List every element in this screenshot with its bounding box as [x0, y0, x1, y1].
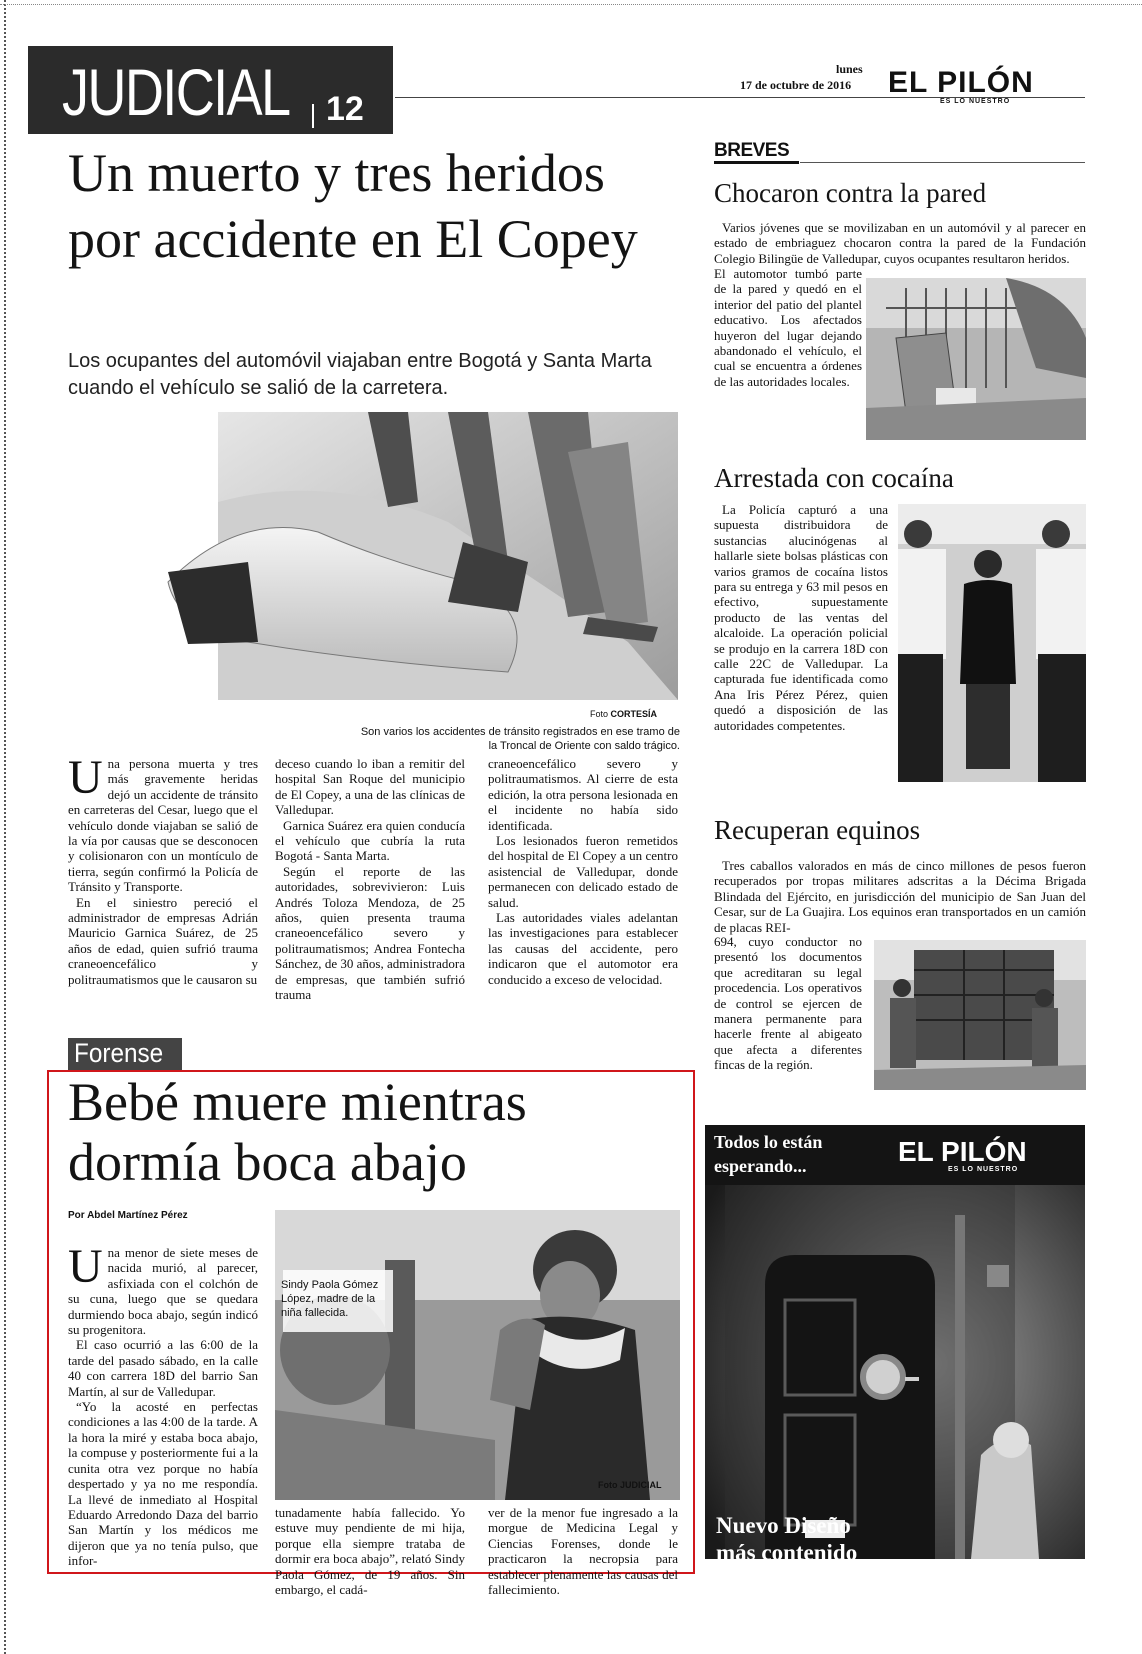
forense-tag-label: Forense: [74, 1038, 164, 1068]
arrest-photo: [898, 504, 1086, 782]
drop-cap: U: [68, 1240, 103, 1293]
paragraph: 694, cuyo conductor no presentó los documentos que acreditaran su legal procedencia. Los operativos de control se ejercen de manera permanente para hacerle frente al abigeato que afecta a diferentes fincas de la región.: [714, 934, 862, 1073]
paragraph: Varios jóvenes que se movilizaban en un automóvil y al parecer en estado de embriaguez chocaron contra la pared de la Fundación Colegio Bilingüe de Valledupar, cuyos ocupantes resultaron heridos.: [714, 220, 1086, 266]
paragraph: El caso ocurrió a las 6:00 de la tarde del pasado sábado, en la calle 40 con carrera 18D del barrio San Martín, al sur de Valledupar.: [68, 1337, 258, 1399]
paragraph: na persona muerta y tres más gravemente heridas dejó un accidente de tránsito en carreteras del Cesar, luego que el vehículo donde viajaban se salió de la vía por causas que se desconocen y colisionaron con un montículo de tierra, según confirmó la Policía de Tránsito y Transporte.: [68, 756, 258, 895]
page-number: 12: [326, 90, 364, 128]
ad-slogan-line-2: más contenido: [716, 1540, 858, 1565]
main-subheadline: Los ocupantes del automóvil viajaban entre Bogotá y Santa Marta cuando el vehículo se salió de la carretera.: [68, 350, 652, 399]
main-story-column-1: [68, 751, 258, 987]
second-headline: Bebé muere mientras dormía boca abajo: [68, 1072, 527, 1192]
main-story-column-3: [488, 756, 678, 987]
paragraph: craneoencefálico severo y politraumatismos. Al cierre de esta edición, la otra persona lesionada en el incidente no había sido identificada.: [488, 756, 678, 833]
cut-edge-top: [0, 4, 1142, 5]
paragraph: deceso cuando lo iban a remitir del hospital San Roque del municipio de El Copey, a una de las clínicas de Valledupar.: [275, 756, 465, 818]
paragraph: Según el reporte de las autoridades, sobrevivieron: Luis Andrés Toloza Mendoza, de 25 años, quien presenta trauma craneoencefálico severo y politraumatismos; Andrea Fontecha Sánchez, de 30 años, administradora de empresas, que también sufrió trauma: [275, 863, 465, 1003]
brief-3-title: Recuperan equinos: [714, 815, 921, 845]
mother-photo-credit: Foto JUDICIAL: [598, 1480, 662, 1490]
paragraph: El automotor tumbó parte de la pared y quedó en el interior del patio del plantel educativo. Los afectados huyeron del lugar dejando abandonado el vehículo, el cual se encuentra a órdenes de las autoridades locales.: [714, 266, 862, 389]
briefs-rule: [800, 162, 1085, 163]
paragraph: “Yo la acosté en perfectas condiciones a las 4:00 de la tarde. A la hora la miré y estaba boca abajo, la compuse y posteriormente fui a la cunita otra vez porque no había despertado y ya no me respondía. La llevé de inmediato al Hospital Eduardo Arredondo Daza del barrio San Martín y los médicos me dijeron que ya no tenía pulso, que infor-: [68, 1399, 258, 1569]
second-story-column-3: [488, 1505, 678, 1597]
paragraph: En el siniestro pereció el administrador de empresas Adrián Mauricio Garnica Suárez, de 25 años de edad, quien sufrió trauma craneoencefálico y politraumatismos que le causaron su: [68, 894, 258, 987]
ad-headline-line-2: esperando...: [714, 1156, 807, 1176]
page-separator: [312, 104, 314, 128]
brief-2-title: Arrestada con cocaína: [714, 463, 954, 493]
brief-3-body: [714, 858, 1086, 935]
paragraph: tunadamente había fallecido. Yo estuve muy pendiente de mi hija, porque ella siempre trataba de dormir era boca abajo”, relató Sindy Paola Gómez, de 19 años. Sin embargo, el cadá-: [275, 1505, 465, 1598]
paragraph: na menor de siete meses de nacida murió, al parecer, asfixiada con el colchón de su cuna, luego que se quedara durmiendo boca abajo, según indicó su progenitora.: [68, 1245, 258, 1338]
paragraph: ver de la menor fue ingresado a la morgue de Medicina Legal y Ciencias Forenses, donde le practicaron la necropsia para establecer plenamente las causas del fallecimiento.: [488, 1505, 678, 1598]
second-story-column-2: [275, 1505, 465, 1597]
paragraph: Los lesionados fueron remetidos del hospital de El Copey a un centro asistencial de Valledupar, donde permanecen con delicado estado de salud.: [488, 833, 678, 910]
second-story-column-1: [68, 1240, 258, 1569]
cut-edge-left: [4, 0, 6, 1654]
mother-photo: [275, 1210, 680, 1500]
ad-logo-tagline: ES LO NUESTRO: [948, 1166, 1019, 1173]
brief-2-body: [714, 502, 888, 733]
paragraph: Garnica Suárez era quien conducía el vehículo que cubría la ruta Bogotá - Santa Marta.: [275, 817, 465, 864]
ad-slogan: [716, 1512, 857, 1566]
issue-day: lunes: [836, 62, 863, 76]
ad-headline-line-1: Todos lo están: [714, 1132, 823, 1152]
paragraph: Las autoridades viales adelantan las investigaciones para establecer las causas del accidente, pero indicaron que el automotor era conducido a exceso de velocidad.: [488, 910, 678, 987]
briefs-underline: [714, 161, 799, 164]
main-headline: Un muerto y tres heridos por accidente en El Copey: [68, 143, 638, 269]
ad-slogan-line-1: Nuevo Diseño: [716, 1513, 851, 1538]
section-name: JUDICIAL: [62, 55, 290, 129]
briefs-label: BREVES: [714, 140, 790, 161]
byline: Por Abdel Martínez Pérez: [68, 1210, 188, 1221]
horses-photo: [874, 940, 1086, 1090]
issue-date: 17 de octubre de 2016: [740, 78, 852, 92]
photo-credit: Foto CORTESÍA: [590, 709, 658, 719]
mother-photo-caption: Sindy Paola Gómez López, madre de la niña fallecida.: [281, 1279, 379, 1319]
brief-1-body: [714, 220, 1086, 266]
ad-headline: [714, 1130, 822, 1178]
drop-cap: U: [68, 751, 103, 804]
main-story-column-2: [275, 756, 465, 1003]
advertisement: [705, 1125, 1085, 1559]
ad-logo: EL PILÓN: [898, 1136, 1027, 1167]
accident-photo: [68, 412, 678, 700]
brief-3-body-cont: [714, 934, 862, 1073]
paragraph: Tres caballos valorados en más de cinco millones de pesos fueron recuperados por tropas militares adscritas a la Décima Brigada Blindada del Ejército, en jurisdicción del municipio de San Juan del Cesar, sur de La Guajira. Los equinos eran transportados en un camión de placas REI-: [714, 858, 1086, 935]
forense-tag: [68, 1038, 182, 1070]
brief-1-title: Chocaron contra la pared: [714, 178, 987, 208]
brief-1-body-cont: [714, 266, 862, 389]
photo-caption: Son varios los accidentes de tránsito registrados en ese tramo de la Troncal de Oriente con saldo trágico.: [360, 726, 680, 752]
paragraph: La Policía capturó a una supuesta distribuidora de sustancias alucinógenas al hallarle siete bolsas plásticas con varios gramos de cocaína listos para su entrega y 63 mil pesos en efectivo, supuestamente producto de las ventas del alcaloide. La operación policial se produjo en la carrera 18D con calle 22C de Valledupar. La capturada fue identificada como Ana Iris Pérez Pérez, quien quedó a disposición de las autoridades competentes.: [714, 502, 888, 733]
logo-tagline: ES LO NUESTRO: [940, 98, 1011, 105]
newspaper-logo: EL PILÓN: [888, 66, 1034, 99]
wall-crash-photo: [866, 278, 1086, 440]
